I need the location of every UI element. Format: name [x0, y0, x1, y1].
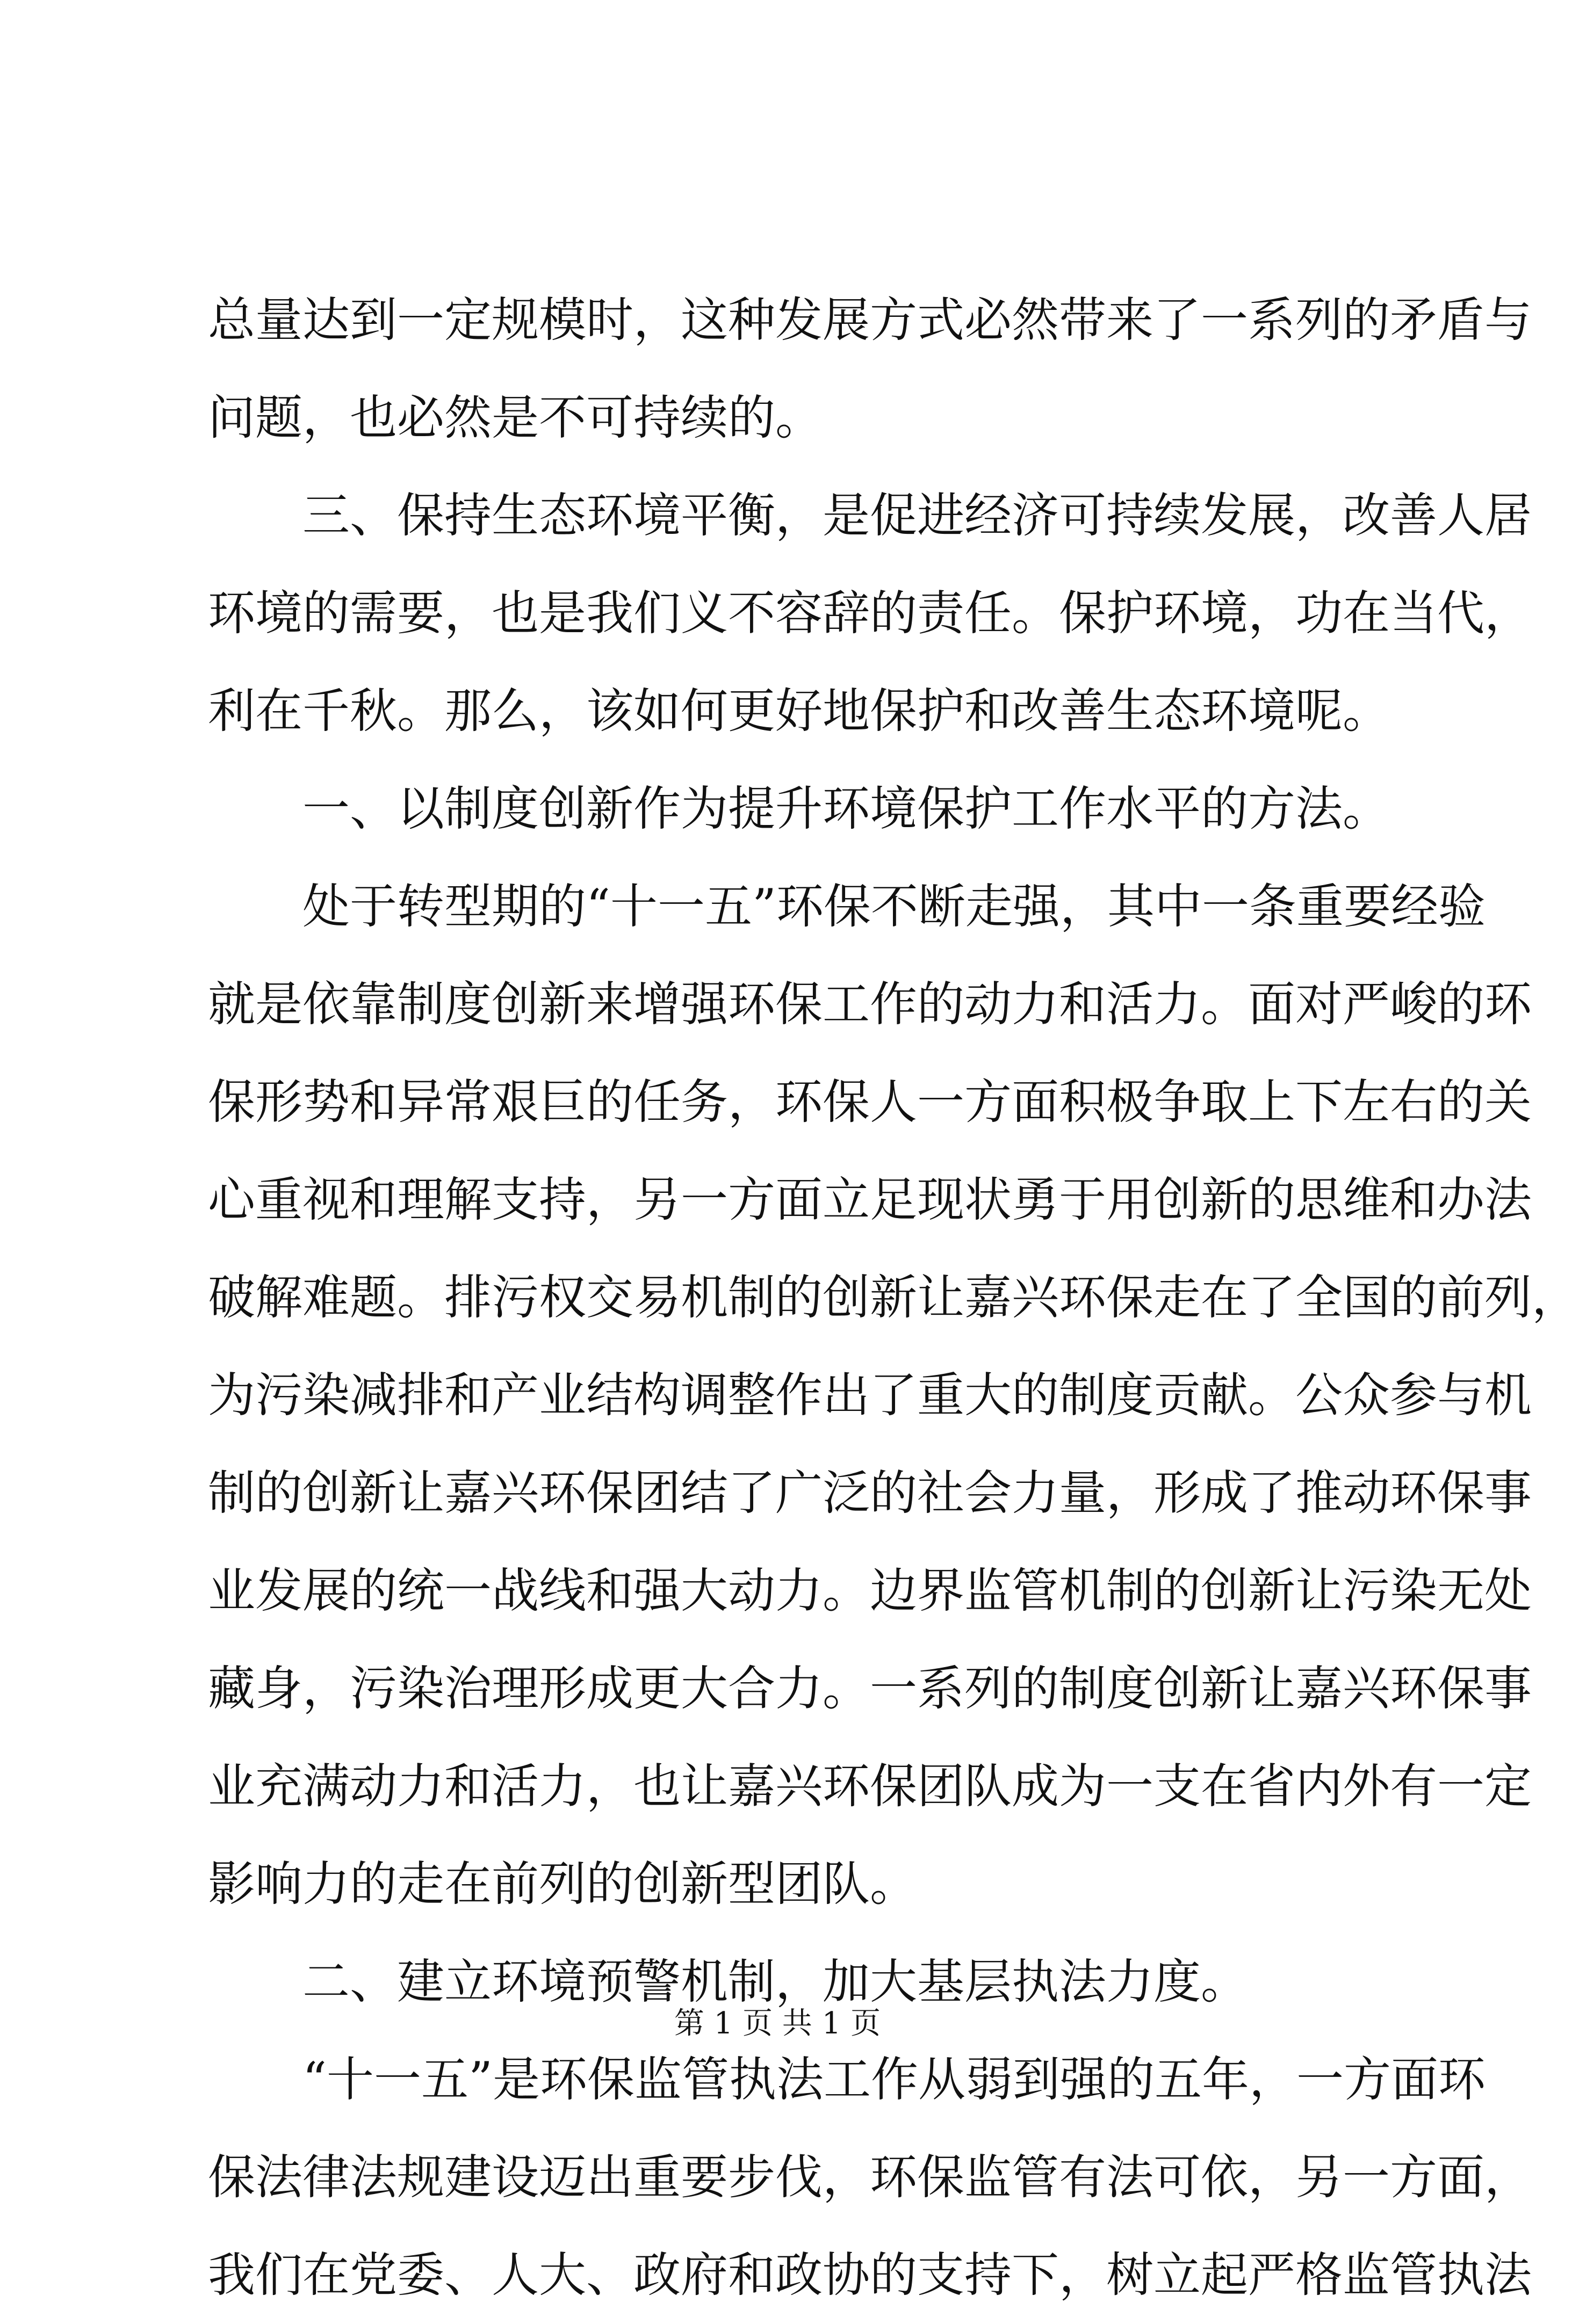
text-line-16: 业充满动力和活力，也让嘉兴环保团队成为一支在省内外有一定	[208, 1758, 1532, 1814]
text-line-20: 保法律法规建设迈出重要步伐，环保监管有法可依，另一方面，	[208, 2149, 1532, 2205]
text-line-2: 问题，也必然是不可持续的。	[208, 390, 823, 445]
text-line-19: “十一五”是环保监管执法工作从弱到强的五年，一方面环	[302, 2052, 1486, 2107]
text-line-5: 利在千秋。那么，该如何更好地保护和改善生态环境呢。	[208, 683, 1390, 739]
text-line-17: 影响力的走在前列的创新型团队。	[208, 1856, 918, 1912]
text-line-6: 一、以制度创新作为提升环境保护工作水平的方法。	[302, 781, 1390, 836]
text-line-18: 二、建立环境预警机制，加大基层执法力度。	[302, 1954, 1249, 2009]
text-line-12: 为污染减排和产业结构调整作出了重大的制度贡献。公众参与机	[208, 1367, 1532, 1423]
text-line-8: 就是依靠制度创新来增强环保工作的动力和活力。面对严峻的环	[208, 976, 1532, 1032]
text-line-7: 处于转型期的“十一五”环保不断走强，其中一条重要经验	[302, 879, 1486, 934]
text-line-4: 环境的需要，也是我们义不容辞的责任。保护环境，功在当代，	[208, 585, 1532, 641]
text-line-3: 三、保持生态环境平衡，是促进经济可持续发展，改善人居	[302, 488, 1532, 543]
text-line-1: 总量达到一定规模时，这种发展方式必然带来了一系列的矛盾与	[208, 292, 1532, 347]
text-line-21: 我们在党委、人大、政府和政协的支持下，树立起严格监管执法	[208, 2247, 1532, 2303]
text-line-13: 制的创新让嘉兴环保团结了广泛的社会力量，形成了推动环保事	[208, 1465, 1532, 1521]
text-line-10: 心重视和理解支持，另一方面立足现状勇于用创新的思维和办法	[208, 1172, 1532, 1227]
text-line-9: 保形势和异常艰巨的任务，环保人一方面积极争取上下左右的关	[208, 1074, 1532, 1130]
page-number-footer: 第 1 页 共 1 页	[674, 2006, 881, 2041]
text-line-14: 业发展的统一战线和强大动力。边界监管机制的创新让污染无处	[208, 1563, 1532, 1618]
text-line-15: 藏身，污染治理形成更大合力。一系列的制度创新让嘉兴环保事	[208, 1661, 1532, 1716]
text-line-11: 破解难题。排污权交易机制的创新让嘉兴环保走在了全国的前列，	[208, 1270, 1579, 1325]
